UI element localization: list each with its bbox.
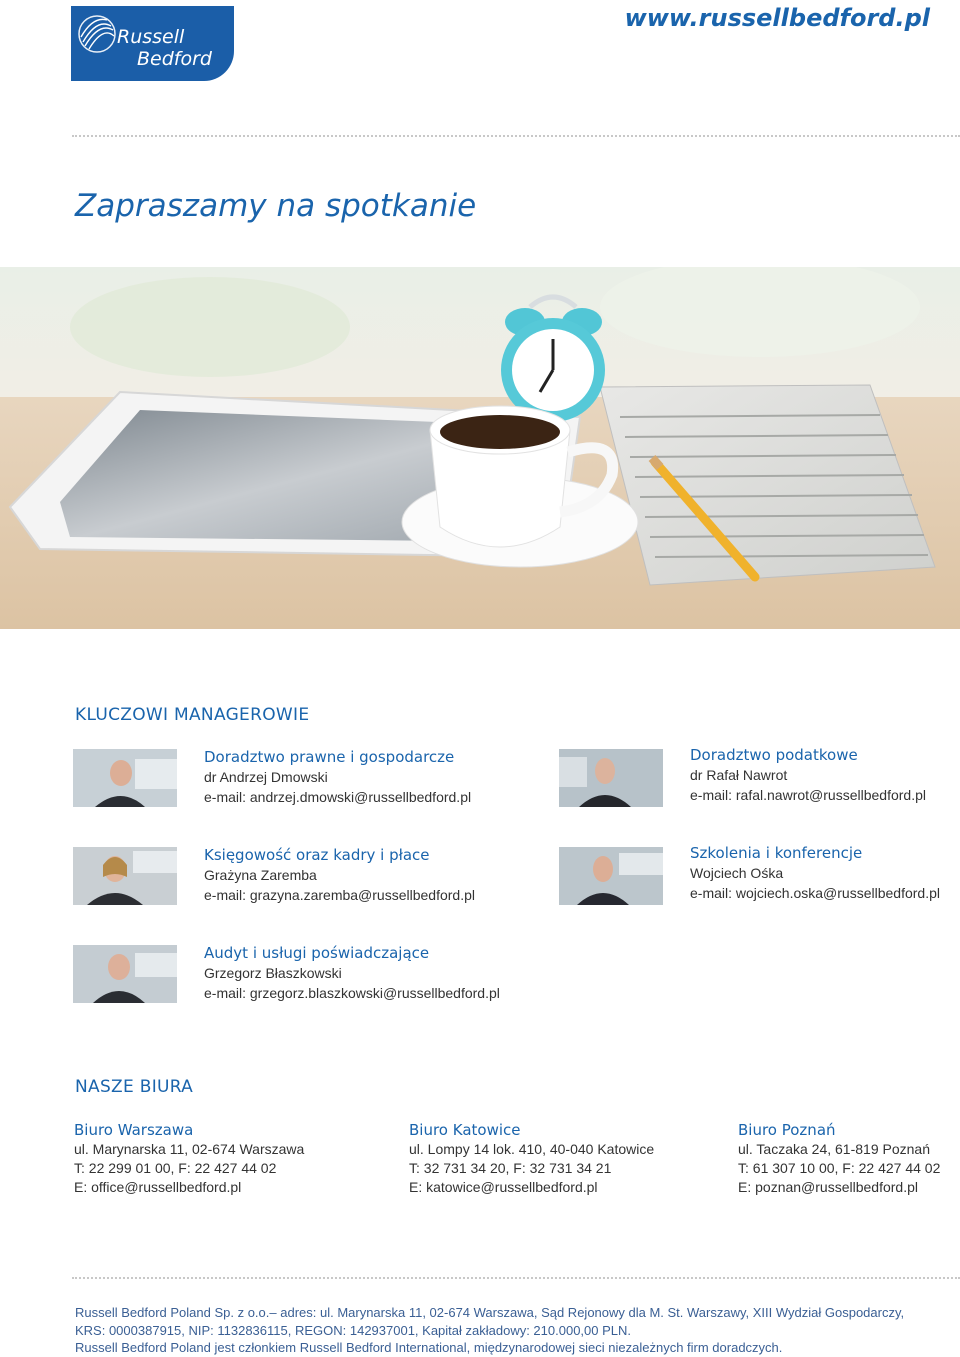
offices-section-title: NASZE BIURA [75, 1077, 194, 1097]
manager-area: Doradztwo podatkowe [690, 746, 858, 764]
manager-info [204, 747, 534, 807]
office-address: ul. Taczaka 24, 61-819 Poznań [738, 1141, 930, 1157]
manager-photo [73, 945, 177, 1003]
office-name: Biuro Poznań [738, 1121, 836, 1139]
manager-email[interactable]: e-mail: grzegorz.blaszkowski@russellbedford.pl [204, 985, 500, 1001]
manager-area: Księgowość oraz kadry i płace [204, 846, 430, 864]
office-name: Biuro Katowice [409, 1121, 521, 1139]
globe-icon [75, 12, 119, 56]
manager-area: Doradztwo prawne i gospodarcze [204, 748, 455, 766]
manager-email[interactable]: e-mail: wojciech.oska@russellbedford.pl [690, 885, 940, 901]
top-divider [72, 135, 960, 137]
office-address: ul. Lompy 14 lok. 410, 40-040 Katowice [409, 1141, 655, 1157]
logo-text-line1: Russell [117, 26, 185, 48]
hero-image [0, 267, 960, 629]
manager-area: Audyt i usługi poświadczające [204, 944, 430, 962]
office-phone: T: 61 307 10 00, F: 22 427 44 02 [738, 1160, 941, 1176]
manager-name: Wojciech Ośka [690, 865, 784, 881]
manager-info [204, 845, 534, 905]
office-name: Biuro Warszawa [74, 1121, 194, 1139]
office-email[interactable]: E: katowice@russellbedford.pl [409, 1179, 598, 1195]
footer [75, 1304, 960, 1357]
manager-email[interactable]: e-mail: andrzej.dmowski@russellbedford.pl [204, 789, 472, 805]
office-email[interactable]: E: poznan@russellbedford.pl [738, 1179, 918, 1195]
manager-card [559, 847, 663, 910]
manager-photo [73, 847, 177, 905]
manager-card [73, 847, 177, 910]
manager-card [73, 749, 177, 812]
manager-name: Grzegorz Błaszkowski [204, 965, 342, 981]
footer-divider [72, 1277, 960, 1279]
office-email[interactable]: E: office@russellbedford.pl [74, 1179, 242, 1195]
manager-card [73, 945, 177, 1008]
manager-name: dr Rafał Nawrot [690, 767, 788, 783]
manager-name: Grażyna Zaremba [204, 867, 317, 883]
office-card [74, 1121, 394, 1197]
manager-email[interactable]: e-mail: rafal.nawrot@russellbedford.pl [690, 787, 926, 803]
manager-info [204, 943, 534, 1003]
office-card [409, 1121, 719, 1197]
office-phone: T: 32 731 34 20, F: 32 731 34 21 [409, 1160, 612, 1176]
footer-line-3: Russell Bedford Poland jest członkiem Russell Bedford International, międzynarodowej sieci niezależnych firm doradczych. [75, 1340, 783, 1355]
footer-line-2: KRS: 0000387915, NIP: 1132836115, REGON: 142937001, Kapitał zakładowy: 210.000,00 PLN. [75, 1322, 632, 1338]
manager-info [690, 843, 960, 903]
office-address: ul. Marynarska 11, 02-674 Warszawa [74, 1141, 305, 1157]
logo-text-line2: Bedford [137, 48, 212, 70]
manager-name: dr Andrzej Dmowski [204, 769, 328, 785]
manager-card [559, 749, 663, 812]
page-headline: Zapraszamy na spotkanie [75, 188, 477, 224]
manager-info [690, 745, 960, 805]
office-card [738, 1121, 960, 1197]
company-logo [71, 6, 234, 81]
manager-area: Szkolenia i konferencje [690, 844, 863, 862]
manager-photo [559, 847, 663, 905]
manager-email[interactable]: e-mail: grazyna.zaremba@russellbedford.pl [204, 887, 475, 903]
office-phone: T: 22 299 01 00, F: 22 427 44 02 [74, 1160, 277, 1176]
manager-photo [559, 749, 663, 807]
website-link[interactable]: www.russellbedford.pl [624, 4, 930, 32]
managers-section-title: KLUCZOWI MANAGEROWIE [75, 705, 310, 725]
footer-line-1: Russell Bedford Poland Sp. z o.o.– adres: ul. Marynarska 11, 02-674 Warszawa, Sąd Rejonowy dla M. St. Warszawy, XIII Wydział Gospodarczy, [75, 1305, 905, 1320]
manager-photo [73, 749, 177, 807]
